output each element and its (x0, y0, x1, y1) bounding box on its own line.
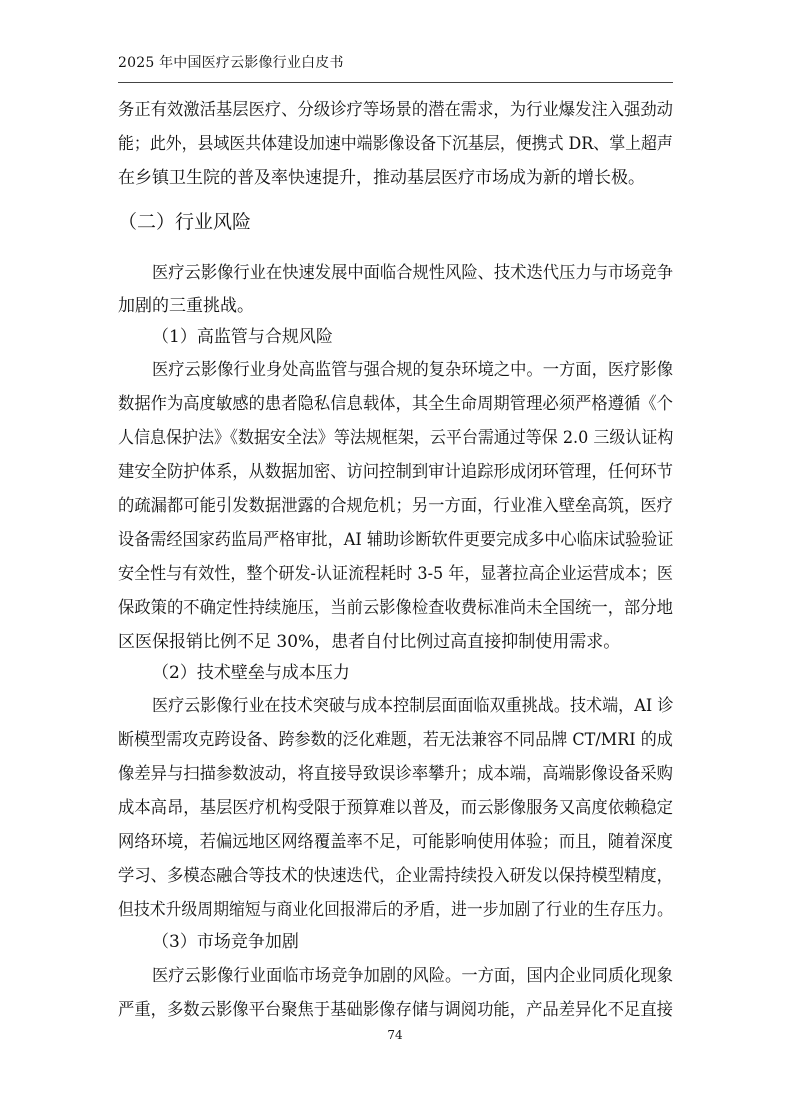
body-line: 保政策的不确定性持续施压，当前云影像检查收费标准尚未全国统一，部分地 (118, 598, 673, 618)
subsection-heading: （2）技术壁垒与成本压力 (152, 663, 350, 683)
body-line: 人信息保护法》《数据安全法》等法规框架，云平台需通过等保 2.0 三级认证构 (118, 428, 674, 448)
body-line: 医疗云影像行业在快速发展中面临合规性风险、技术迭代压力与市场竞争 (152, 263, 673, 283)
body-line: 务正有效激活基层医疗、分级诊疗等场景的潜在需求，为行业爆发注入强劲动 (118, 100, 673, 120)
body-line: 安全性与有效性，整个研发-认证流程耗时 3-5 年，显著拉高企业运营成本；医 (118, 564, 673, 584)
body-line: 能；此外，县域医共体建设加速中端影像设备下沉基层，便携式 DR、掌上超声 (118, 134, 673, 154)
body-line: 医疗云影像行业面临市场竞争加剧的风险。一方面，国内企业同质化现象 (152, 966, 673, 986)
subsection-heading: （3）市场竞争加剧 (152, 932, 299, 952)
body-line: 的疏漏都可能引发数据泄露的合规危机；另一方面，行业准入壁垒高筑，医疗 (118, 496, 673, 516)
header-divider (118, 82, 673, 83)
body-line: 加剧的三重挑战。 (118, 296, 254, 316)
running-header: 2025 年中国医疗云影像行业白皮书 (118, 55, 344, 71)
body-line: 断模型需攻克跨设备、跨参数的泛化难题，若无法兼容不同品牌 CT/MRI 的成 (118, 730, 673, 750)
body-line: 医疗云影像行业在技术突破与成本控制层面面临双重挑战。技术端，AI 诊 (152, 696, 674, 716)
page-number: 74 (387, 1028, 403, 1042)
body-line: 学习、多模态融合等技术的快速迭代，企业需持续投入研发以保持模型精度， (118, 866, 673, 886)
body-line: 像差异与扫描参数波动，将直接导致误诊率攀升；成本端，高端影像设备采购 (118, 764, 673, 784)
body-line: 建安全防护体系，从数据加密、访问控制到审计追踪形成闭环管理，任何环节 (118, 462, 673, 482)
subsection-heading: （1）高监管与合规风险 (152, 327, 333, 347)
body-line: 成本高昂，基层医疗机构受限于预算难以普及，而云影像服务又高度依赖稳定 (118, 798, 673, 818)
body-line: 在乡镇卫生院的普及率快速提升，推动基层医疗市场成为新的增长极。 (118, 168, 645, 188)
body-line: 医疗云影像行业身处高监管与强合规的复杂环境之中。一方面，医疗影像 (152, 360, 673, 380)
body-line: 严重，多数云影像平台聚焦于基础影像存储与调阅功能，产品差异化不足直接 (118, 1000, 673, 1020)
body-line: 区医保报销比例不足 30%，患者自付比例过高直接抑制使用需求。 (118, 632, 621, 652)
body-line: 网络环境，若偏远地区网络覆盖率不足，可能影响使用体验；而且，随着深度 (118, 832, 673, 852)
body-line: 设备需经国家药监局严格审批，AI 辅助诊断软件更要完成多中心临床试验验证 (118, 530, 674, 550)
body-line: 但技术升级周期缩短与商业化回报滞后的矛盾，进一步加剧了行业的生存压力。 (118, 900, 674, 920)
body-line: 数据作为高度敏感的患者隐私信息载体，其全生命周期管理必须严格遵循《个 (118, 394, 673, 414)
section-heading: （二）行业风险 (118, 211, 252, 233)
